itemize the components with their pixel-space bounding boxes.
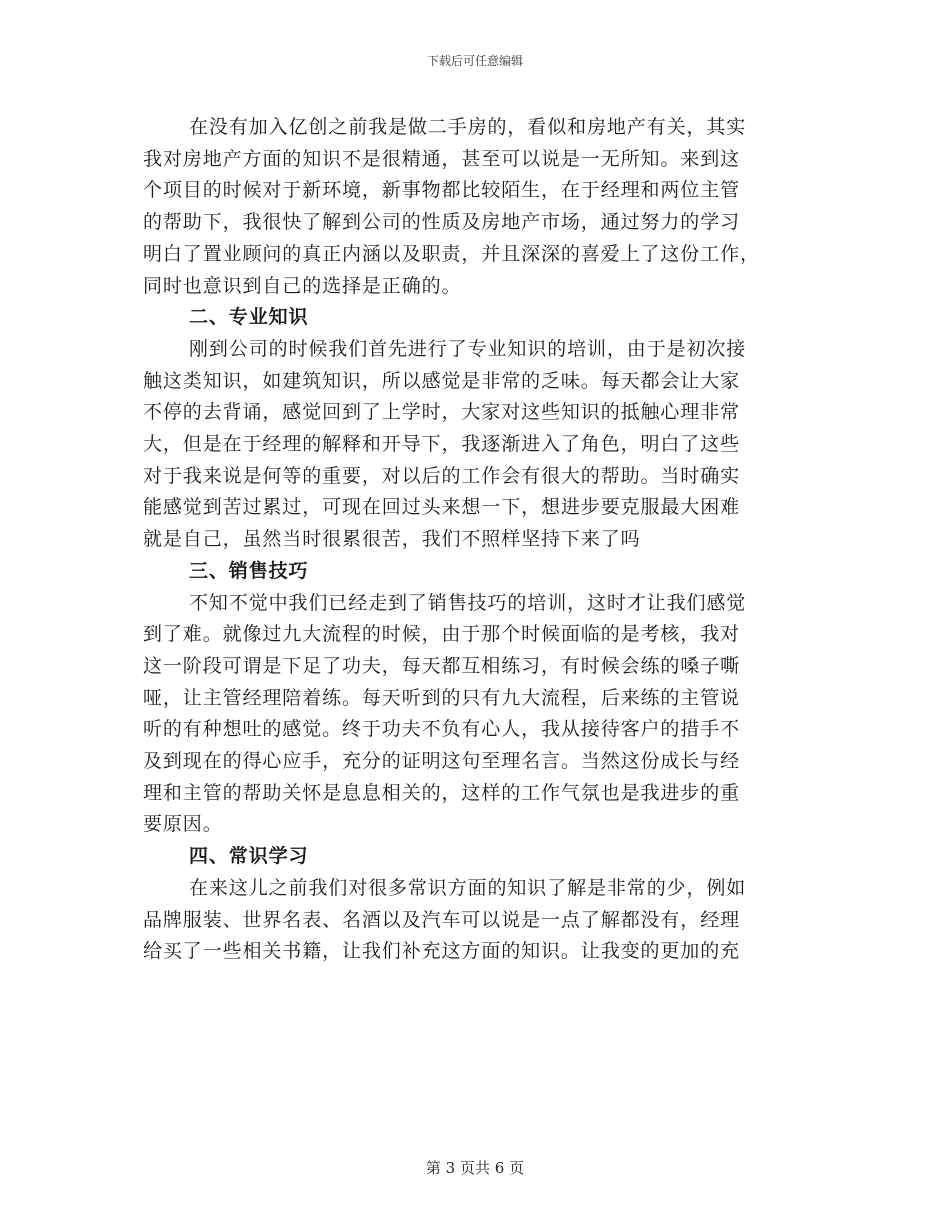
paragraph-line: 明白了置业顾问的真正内涵以及职责，并且深深的喜爱上了这份工作，: [143, 242, 760, 265]
paragraph-line: 哑，让主管经理陪着练。每天听到的只有九大流程，后来练的主管说: [143, 686, 741, 709]
paragraph-line: 及到现在的得心应手，充分的证明这句至理名言。当然这份成长与经: [143, 750, 741, 773]
paragraph-line: 就是自己，虽然当时很累很苦，我们不照样坚持下来了吗: [143, 528, 641, 551]
page-number: 第 3 页共 6 页: [425, 1159, 525, 1177]
section-heading: 二、专业知识: [189, 306, 309, 329]
paragraph-line: 到了难。就像过九大流程的时候，由于那个时候面临的是考核，我对: [143, 623, 741, 646]
paragraph: [143, 334, 803, 556]
paragraph-line: 要原因。: [143, 813, 223, 836]
section-heading: 四、常识学习: [189, 845, 309, 868]
paragraph-line: 大，但是在于经理的解释和开导下，我逐渐进入了角色，明白了这些: [143, 433, 741, 456]
paragraph-line: 这一阶段可谓是下足了功夫，每天都互相练习，有时候会练的嗓子嘶: [143, 654, 741, 677]
paragraph: [143, 588, 803, 842]
paragraph-line: 理和主管的帮助关怀是息息相关的，这样的工作气氛也是我进步的重: [143, 781, 741, 804]
paragraph-line: 听的有种想吐的感觉。终于功夫不负有心人，我从接待客户的措手不: [143, 718, 741, 741]
paragraph-line: 不停的去背诵，感觉回到了上学时，大家对这些知识的抵触心理非常: [143, 401, 741, 424]
paragraph-line: 对于我来说是何等的重要，对以后的工作会有很大的帮助。当时确实: [143, 464, 741, 487]
paragraph-line: 我对房地产方面的知识不是很精通，甚至可以说是一无所知。来到这: [143, 147, 741, 170]
paragraph-line: 同时也意识到自己的选择是正确的。: [143, 274, 462, 297]
page-header: 下载后可任意编辑: [426, 54, 523, 68]
paragraph-line: 品牌服装、世界名表、名酒以及汽车可以说是一点了解都没有，经理: [143, 908, 741, 931]
paragraph-line: 刚到公司的时候我们首先进行了专业知识的培训，由于是初次接: [189, 337, 747, 360]
paragraph-line: 能感觉到苦过累过，可现在回过头来想一下，想进步要克服最大困难: [143, 496, 741, 519]
paragraph: [143, 112, 803, 302]
paragraph-line: 个项目的时候对于新环境，新事物都比较陌生，在于经理和两位主管: [143, 179, 741, 202]
paragraph-line: 在没有加入亿创之前我是做二手房的，看似和房地产有关，其实: [189, 116, 747, 138]
paragraph-line: 在来这儿之前我们对很多常识方面的知识了解是非常的少，例如: [189, 876, 747, 899]
document-body: [143, 112, 803, 968]
paragraph-line: 的帮助下，我很快了解到公司的性质及房地产市场，通过努力的学习: [143, 211, 741, 234]
paragraph-line: 触这类知识，如建筑知识，所以感觉是非常的乏味。每天都会让大家: [143, 369, 741, 392]
section-heading: 三、销售技巧: [189, 559, 309, 582]
paragraph-line: 不知不觉中我们已经走到了销售技巧的培训，这时才让我们感觉: [189, 591, 747, 614]
paragraph-line: 给买了一些相关书籍，让我们补充这方面的知识。让我变的更加的充: [143, 940, 741, 963]
paragraph: [143, 873, 803, 968]
